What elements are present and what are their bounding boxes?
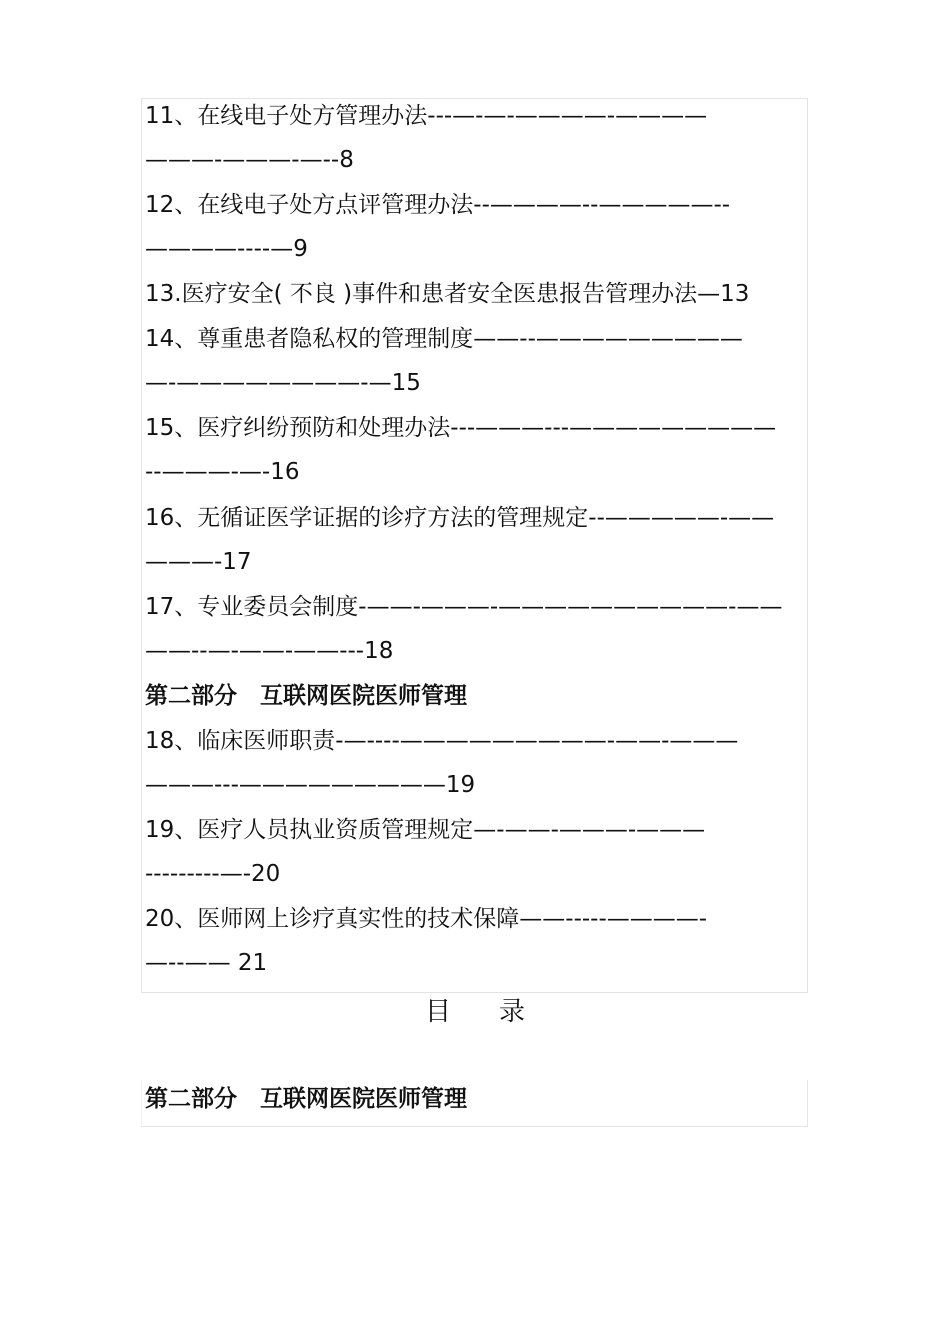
toc-entry-20-continued[interactable]: —--—— 21 xyxy=(145,950,268,976)
toc-entry-17-continued[interactable]: ——--—-——-——---18 xyxy=(145,638,394,664)
section-box xyxy=(141,1080,808,1127)
toc-entry-14[interactable]: 14、尊重患者隐私权的管理制度——--————————— xyxy=(145,326,743,352)
toc-entry-20[interactable]: 20、医师网上诊疗真实性的技术保障——-----————- xyxy=(145,906,708,932)
toc-entry-12[interactable]: 12、在线电子处方点评管理办法--————--—————-- xyxy=(145,192,731,218)
toc-entry-15[interactable]: 15、医疗纠纷预防和处理办法---———---————————— xyxy=(145,415,777,441)
toc-entry-14-continued[interactable]: —-————————-—15 xyxy=(145,370,421,396)
title-char-1: 目 xyxy=(424,997,451,1027)
toc-entry-18-continued[interactable]: ———---—————————19 xyxy=(145,772,476,798)
toc-entry-11-continued[interactable]: ———-———-—--8 xyxy=(145,147,354,173)
toc-entry-19[interactable]: 19、医疗人员执业资质管理规定—-——-———-——— xyxy=(145,817,706,843)
toc-entry-12-continued[interactable]: ————----—9 xyxy=(145,236,308,262)
page-title xyxy=(0,995,950,1029)
toc-entry-17[interactable]: 17、专业委员会制度-——-———-——————————-—— xyxy=(145,594,783,620)
toc-entry-16-continued[interactable]: ———-17 xyxy=(145,549,252,575)
table-of-contents xyxy=(141,98,808,993)
toc-entry-19-continued[interactable]: ---------—-20 xyxy=(145,861,281,887)
section-heading: 第二部分 互联网医院医师管理 xyxy=(145,1086,467,1112)
title-char-2: 录 xyxy=(499,997,526,1027)
toc-entry-13[interactable]: 13.医疗安全( 不良 )事件和患者安全医患报告管理办法—13 xyxy=(145,281,750,307)
toc-entry-15-continued[interactable]: --———-—-16 xyxy=(145,459,300,485)
toc-entry-11[interactable]: 11、在线电子处方管理办法---—-—-————-———— xyxy=(145,103,708,129)
toc-entry-18[interactable]: 18、临床医师职责-—----—————————-——-——— xyxy=(145,728,739,754)
toc-section-heading[interactable]: 第二部分 互联网医院医师管理 xyxy=(145,683,467,709)
toc-entry-16[interactable]: 16、无循证医学证据的诊疗方法的管理规定--—————-—— xyxy=(145,505,775,531)
